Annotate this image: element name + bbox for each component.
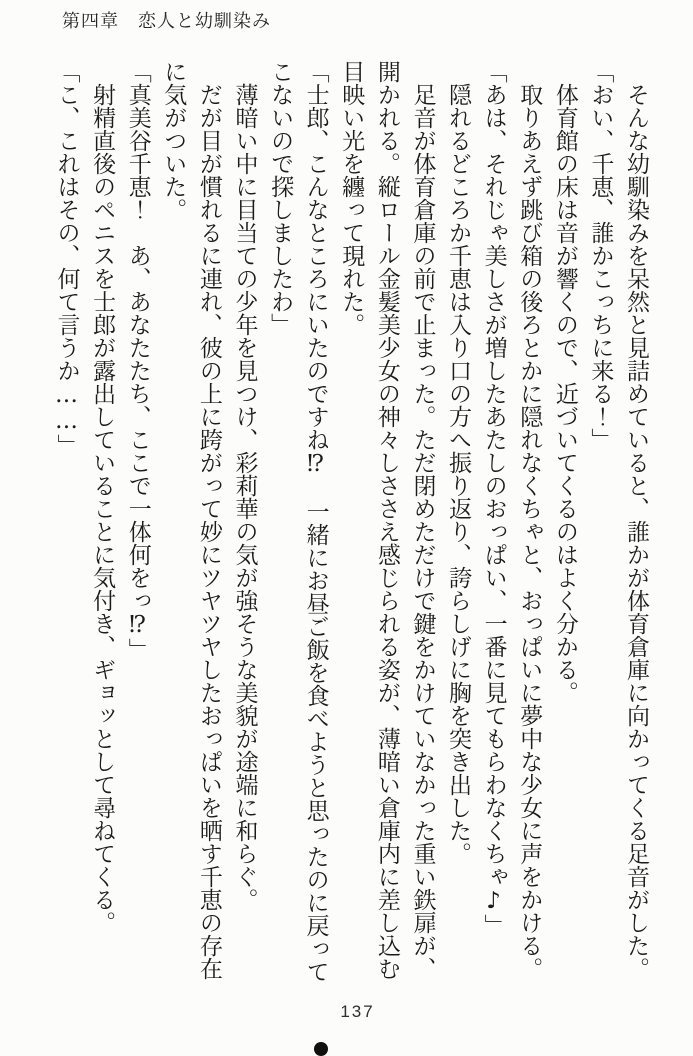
page-text-block <box>47 60 653 992</box>
text-line: 開かれる。縦ロール金髪美少女の神々しささえ感じられる姿が、薄暗い倉庫内に差し込む <box>373 60 400 980</box>
page-number: 137 <box>340 1002 375 1021</box>
text-line: 「おい、千恵、誰かこっちに来る！」 <box>587 60 614 451</box>
text-line: 「真美谷千恵！ あ、あなたたち、ここで一体何をっ⁉」 <box>124 60 151 661</box>
text-line: 「士郎、こんなところにいたのですね⁉ 一緒にお昼ご飯を食べようと思ったのに戻って <box>302 60 329 983</box>
text-line: 射精直後のペニスを士郎が露出していることに気付き、ギョッとして尋ねてくる。 <box>89 83 116 934</box>
text-line: 隠れるどころか千恵は入り口の方へ振り返り、誇らしげに胸を突き出した。 <box>445 83 472 865</box>
text-line: 「あは、それじゃ美しさが増したあたしのおっぱい、一番に見てもらわなくちゃ♪」 <box>480 60 507 937</box>
text-line: 取りあえず跳び箱の後ろとかに隠れなくちゃと、おっぱいに夢中な少女に声をかける。 <box>516 83 543 980</box>
chapter-header: 第四章 恋人と幼馴染み <box>62 11 271 32</box>
text-line: に気がついた。 <box>160 60 187 221</box>
text-line: 体育館の床は音が響くので、近づいてくるのはよく分かる。 <box>551 83 578 704</box>
text-line: 「こ、これはその、何て言うか……」 <box>53 60 80 457</box>
text-line: だが目が慣れるに連れ、彼の上に跨がって妙にツヤツヤしたおっぱいを晒す千恵の存在 <box>195 83 222 980</box>
text-line: そんな幼馴染みを呆然と見詰めていると、誰かが体育倉庫に向かってくる足音がした。 <box>623 83 649 980</box>
text-line: 薄暗い中に目当ての少年を見つけ、彩莉華の気が強そうな美貌が途端に和らぐ。 <box>231 83 258 911</box>
binding-dot <box>314 1042 328 1056</box>
text-line: 足音が体育倉庫の前で止まった。ただ閉めただけで鍵をかけていなかった重い鉄扉が、 <box>409 83 436 980</box>
text-line: 目映い光を纏って現れた。 <box>338 60 365 336</box>
text-line: こないので探しましたわ」 <box>267 60 294 336</box>
